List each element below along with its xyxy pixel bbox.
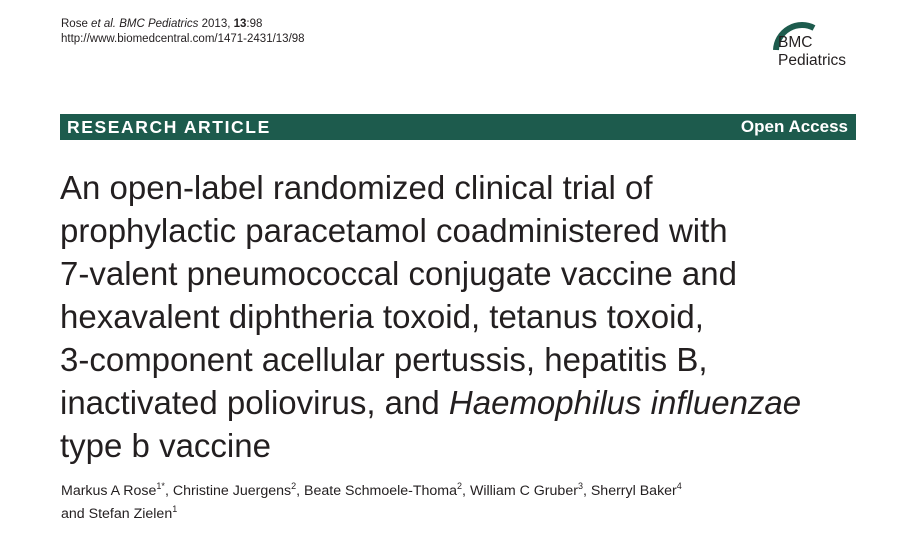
author-separator: , <box>164 483 173 499</box>
citation-journal: BMC Pediatrics <box>119 18 199 30</box>
author-affiliation[interactable]: 2 <box>457 481 463 491</box>
title-italic-text: Haemophilus influenzae <box>448 384 802 421</box>
title-line: prophylactic paracetamol coadministered with <box>60 212 728 249</box>
title-line: An open-label randomized clinical trial of <box>60 169 653 206</box>
citation-article: :98 <box>246 18 263 30</box>
title-line: hexavalent diphtheria toxoid, tetanus toxoid, <box>60 298 704 335</box>
title-line: 7-valent pneumococcal conjugate vaccine and <box>60 255 737 292</box>
author-name[interactable]: Markus A Rose <box>61 483 157 499</box>
title-line: type b vaccine <box>60 427 271 464</box>
citation-etal: et al. <box>91 18 116 30</box>
author-separator: , <box>296 483 305 499</box>
author-name[interactable]: William C Gruber <box>469 483 578 499</box>
open-access-label: Open Access <box>740 117 848 136</box>
article-title <box>60 166 890 467</box>
author-affiliation[interactable]: 2 <box>291 481 297 491</box>
author-list <box>61 480 861 526</box>
author-line <box>61 503 861 526</box>
citation-header <box>61 17 305 47</box>
journal-logo <box>770 20 880 90</box>
author-affiliation[interactable]: 1* <box>156 481 165 491</box>
author-name[interactable]: and Stefan Zielen <box>61 506 173 522</box>
citation-line <box>61 17 305 32</box>
author-affiliation[interactable]: 3 <box>577 481 583 491</box>
article-type: RESEARCH ARTICLE <box>67 116 271 137</box>
citation-url[interactable]: http://www.biomedcentral.com/1471-2431/13/98 <box>61 33 305 45</box>
title-line: 3-component acellular pertussis, hepatitis B, <box>60 341 708 378</box>
title-line <box>60 381 890 424</box>
citation-year: 2013, <box>198 18 234 30</box>
citation-author: Rose <box>61 18 92 30</box>
author-name[interactable]: Sherryl Baker <box>590 483 677 499</box>
article-type-banner <box>60 114 856 140</box>
author-affiliation[interactable]: 1 <box>172 504 178 514</box>
logo-line-journal: Pediatrics <box>778 52 847 69</box>
author-affiliation[interactable]: 4 <box>676 481 682 491</box>
logo-line-bmc: BMC <box>778 34 813 51</box>
logo-text <box>778 34 846 70</box>
author-name[interactable]: Christine Juergens <box>172 483 292 499</box>
citation-volume: 13 <box>233 18 247 30</box>
author-separator: , <box>582 483 591 499</box>
author-line <box>61 480 861 503</box>
author-separator: , <box>462 483 470 499</box>
title-text: inactivated poliovirus, and <box>60 384 449 421</box>
author-name[interactable]: Beate Schmoele-Thoma <box>304 483 458 499</box>
